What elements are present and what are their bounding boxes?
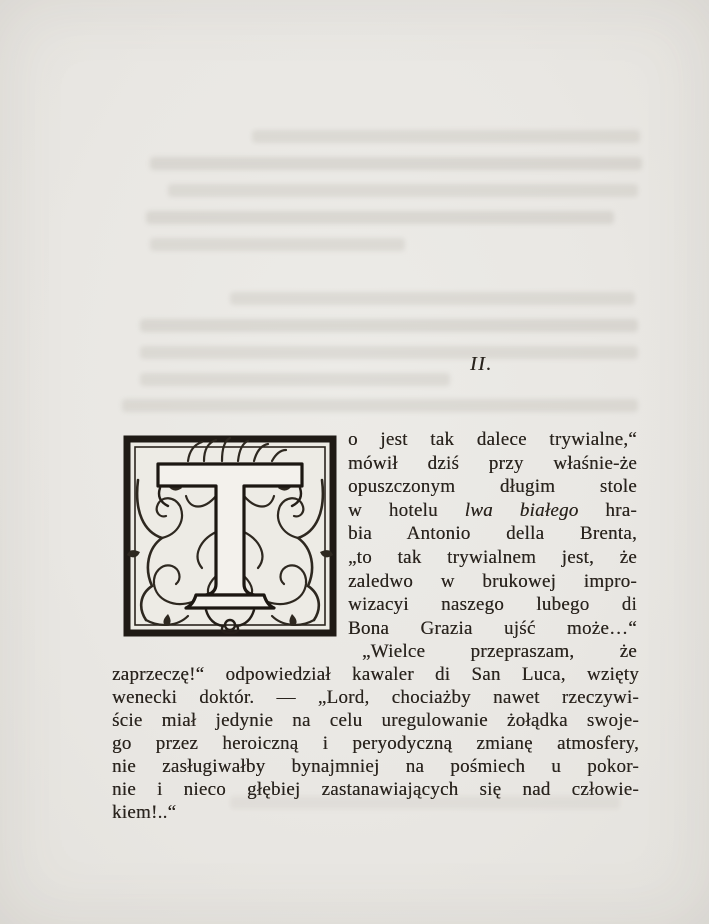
text-segment: w hotelu — [348, 500, 465, 521]
ornamental-initial-T-icon — [122, 434, 338, 638]
text-line: wenecki doktór. — „Lord, chociażby nawet rzeczywi- — [112, 687, 639, 708]
chapter-heading: II. — [470, 353, 493, 375]
text-line: o jest tak dalece trywialne,“ — [348, 429, 637, 450]
ghost-text-line — [168, 184, 638, 197]
text-line: nie zasługiwałby bynajmniej na pośmiech u pokor- — [112, 756, 639, 777]
text-line: wizacyi naszego lubego di — [348, 594, 637, 615]
text-line: mówił dziś przy właśnie-że — [348, 453, 637, 474]
ghost-text-line — [230, 292, 635, 305]
ghost-text-line — [150, 157, 642, 170]
dropcap-initial — [122, 434, 338, 638]
text-line: bia Antonio della Brenta, — [348, 523, 637, 544]
text-line: nie i nieco głębiej zastanawiających się nad człowie- — [112, 779, 639, 800]
text-line: zaledwo w brukowej impro- — [348, 571, 637, 592]
ghost-text-line — [140, 319, 638, 332]
text-segment: hra- — [578, 500, 638, 521]
ghost-text-line — [252, 130, 640, 143]
text-line-paragraph-start: „Wielce przepraszam, że — [362, 641, 637, 662]
text-line-paragraph-end: kiem!..“ — [112, 802, 177, 823]
text-line: ście miał jedynie na celu uregulowanie żołądka swoje- — [112, 710, 639, 731]
text-line: zaprzeczę!“ odpowiedział kawaler di San Luca, wzięty — [112, 664, 639, 685]
ghost-text-line — [150, 238, 405, 251]
ghost-text-line — [140, 346, 638, 359]
text-segment-italic: lwa białego — [464, 500, 579, 521]
text-line: opuszczonym długim stole — [348, 476, 637, 497]
text-line: Bona Grazia ujść może…“ — [348, 618, 637, 639]
ghost-text-line — [122, 399, 638, 412]
text-line: „to tak trywialnem jest, że — [348, 547, 637, 568]
text-line: go przez heroiczną i peryodyczną zmianę atmosfery, — [112, 733, 639, 754]
ghost-text-line — [146, 211, 614, 224]
ghost-text-line — [140, 373, 450, 386]
text-line — [348, 499, 637, 522]
